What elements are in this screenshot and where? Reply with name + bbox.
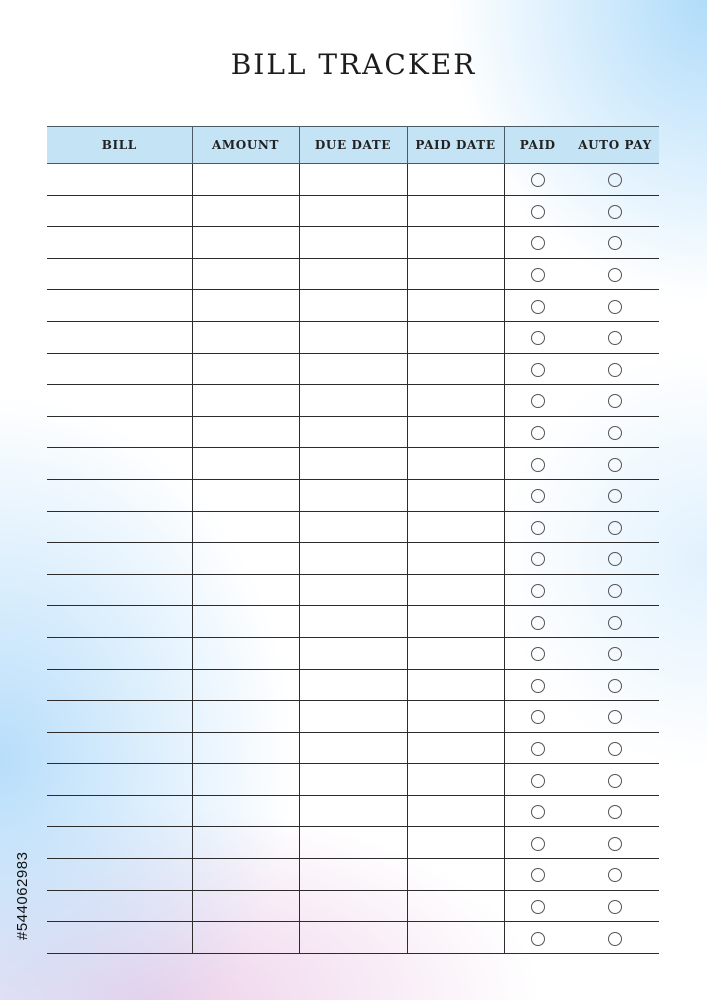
auto-pay-checkbox-cell (571, 416, 659, 448)
due-date-cell[interactable] (299, 574, 407, 606)
due-date-cell[interactable] (299, 701, 407, 733)
auto-pay-checkbox-cell (571, 701, 659, 733)
paid-checkbox-cell (504, 827, 571, 859)
due-date-cell[interactable] (299, 732, 407, 764)
bill-cell[interactable] (47, 448, 192, 480)
auto-pay-checkbox[interactable] (608, 426, 622, 440)
paid-checkbox-cell (504, 227, 571, 259)
bill-cell[interactable] (47, 922, 192, 954)
due-date-cell[interactable] (299, 385, 407, 417)
paid-checkbox[interactable] (531, 205, 545, 219)
auto-pay-checkbox-cell (571, 827, 659, 859)
paid-checkbox[interactable] (531, 900, 545, 914)
bill-cell[interactable] (47, 764, 192, 796)
auto-pay-checkbox[interactable] (608, 489, 622, 503)
auto-pay-checkbox[interactable] (608, 837, 622, 851)
auto-pay-checkbox[interactable] (608, 173, 622, 187)
auto-pay-checkbox-cell (571, 448, 659, 480)
auto-pay-checkbox[interactable] (608, 363, 622, 377)
amount-cell[interactable] (192, 701, 299, 733)
bill-cell[interactable] (47, 258, 192, 290)
bill-cell[interactable] (47, 732, 192, 764)
table-row (47, 606, 659, 638)
bill-cell[interactable] (47, 859, 192, 891)
column-header-amount: AMOUNT (192, 127, 299, 164)
amount-cell[interactable] (192, 859, 299, 891)
auto-pay-checkbox[interactable] (608, 805, 622, 819)
bill-cell[interactable] (47, 543, 192, 575)
bill-cell[interactable] (47, 321, 192, 353)
table-row (47, 890, 659, 922)
paid-checkbox[interactable] (531, 268, 545, 282)
table-row (47, 164, 659, 196)
auto-pay-checkbox-cell (571, 890, 659, 922)
amount-cell[interactable] (192, 385, 299, 417)
paid-checkbox-cell (504, 637, 571, 669)
bill-cell[interactable] (47, 701, 192, 733)
paid-date-cell[interactable] (407, 479, 504, 511)
amount-cell[interactable] (192, 195, 299, 227)
due-date-cell[interactable] (299, 448, 407, 480)
bill-cell[interactable] (47, 574, 192, 606)
due-date-cell[interactable] (299, 258, 407, 290)
auto-pay-checkbox[interactable] (608, 774, 622, 788)
paid-date-cell[interactable] (407, 859, 504, 891)
auto-pay-checkbox-cell (571, 543, 659, 575)
due-date-cell[interactable] (299, 164, 407, 196)
paid-date-cell[interactable] (407, 606, 504, 638)
paid-checkbox-cell (504, 258, 571, 290)
bill-cell[interactable] (47, 195, 192, 227)
paid-checkbox[interactable] (531, 647, 545, 661)
bill-cell[interactable] (47, 669, 192, 701)
auto-pay-checkbox-cell (571, 195, 659, 227)
paid-date-cell[interactable] (407, 890, 504, 922)
paid-checkbox-cell (504, 543, 571, 575)
page-title: BILL TRACKER (230, 48, 477, 81)
paid-checkbox[interactable] (531, 679, 545, 693)
amount-cell[interactable] (192, 511, 299, 543)
table-row (47, 385, 659, 417)
bill-cell[interactable] (47, 227, 192, 259)
amount-cell[interactable] (192, 669, 299, 701)
due-date-cell[interactable] (299, 827, 407, 859)
paid-checkbox-cell (504, 795, 571, 827)
paid-checkbox[interactable] (531, 932, 545, 946)
bill-cell[interactable] (47, 290, 192, 322)
table-row (47, 669, 659, 701)
paid-date-cell[interactable] (407, 574, 504, 606)
auto-pay-checkbox[interactable] (608, 331, 622, 345)
table-row (47, 922, 659, 954)
auto-pay-checkbox-cell (571, 353, 659, 385)
paid-date-cell[interactable] (407, 732, 504, 764)
auto-pay-checkbox[interactable] (608, 647, 622, 661)
table-row (47, 701, 659, 733)
paid-date-cell[interactable] (407, 637, 504, 669)
paid-checkbox-cell (504, 922, 571, 954)
due-date-cell[interactable] (299, 922, 407, 954)
paid-checkbox[interactable] (531, 521, 545, 535)
due-date-cell[interactable] (299, 637, 407, 669)
due-date-cell[interactable] (299, 890, 407, 922)
auto-pay-checkbox-cell (571, 859, 659, 891)
auto-pay-checkbox-cell (571, 606, 659, 638)
paid-date-cell[interactable] (407, 795, 504, 827)
table-row (47, 859, 659, 891)
table-row (47, 321, 659, 353)
auto-pay-checkbox-cell (571, 385, 659, 417)
paid-checkbox[interactable] (531, 331, 545, 345)
header-row (47, 127, 659, 164)
auto-pay-checkbox[interactable] (608, 584, 622, 598)
paid-checkbox[interactable] (531, 363, 545, 377)
amount-cell[interactable] (192, 764, 299, 796)
paid-checkbox[interactable] (531, 616, 545, 630)
paid-checkbox[interactable] (531, 837, 545, 851)
paid-date-cell[interactable] (407, 416, 504, 448)
table-body (47, 164, 659, 954)
auto-pay-checkbox[interactable] (608, 932, 622, 946)
bill-cell[interactable] (47, 353, 192, 385)
paid-date-cell[interactable] (407, 353, 504, 385)
bill-cell[interactable] (47, 890, 192, 922)
amount-cell[interactable] (192, 795, 299, 827)
auto-pay-checkbox[interactable] (608, 236, 622, 250)
table-row (47, 543, 659, 575)
amount-cell[interactable] (192, 258, 299, 290)
amount-cell[interactable] (192, 606, 299, 638)
paid-date-cell[interactable] (407, 669, 504, 701)
column-header-paid-date: PAID DATE (407, 127, 504, 164)
paid-date-cell[interactable] (407, 448, 504, 480)
auto-pay-checkbox[interactable] (608, 458, 622, 472)
paid-date-cell[interactable] (407, 258, 504, 290)
paid-date-cell[interactable] (407, 511, 504, 543)
paid-checkbox-cell (504, 859, 571, 891)
due-date-cell[interactable] (299, 859, 407, 891)
paid-checkbox[interactable] (531, 300, 545, 314)
bill-cell[interactable] (47, 416, 192, 448)
auto-pay-checkbox-cell (571, 669, 659, 701)
due-date-cell[interactable] (299, 606, 407, 638)
due-date-cell[interactable] (299, 764, 407, 796)
amount-cell[interactable] (192, 448, 299, 480)
paid-date-cell[interactable] (407, 543, 504, 575)
paid-date-cell[interactable] (407, 701, 504, 733)
auto-pay-checkbox-cell (571, 574, 659, 606)
paid-checkbox[interactable] (531, 742, 545, 756)
paid-checkbox-cell (504, 290, 571, 322)
paid-checkbox-cell (504, 606, 571, 638)
due-date-cell[interactable] (299, 321, 407, 353)
table-row (47, 416, 659, 448)
paid-checkbox-cell (504, 353, 571, 385)
amount-cell[interactable] (192, 227, 299, 259)
due-date-cell[interactable] (299, 543, 407, 575)
auto-pay-checkbox[interactable] (608, 710, 622, 724)
paid-date-cell[interactable] (407, 195, 504, 227)
paid-checkbox[interactable] (531, 805, 545, 819)
bill-cell[interactable] (47, 511, 192, 543)
auto-pay-checkbox[interactable] (608, 552, 622, 566)
table-row (47, 795, 659, 827)
bill-cell[interactable] (47, 827, 192, 859)
auto-pay-checkbox-cell (571, 795, 659, 827)
paid-checkbox[interactable] (531, 426, 545, 440)
paid-checkbox[interactable] (531, 173, 545, 187)
paid-checkbox-cell (504, 164, 571, 196)
paid-checkbox[interactable] (531, 710, 545, 724)
bill-cell[interactable] (47, 606, 192, 638)
auto-pay-checkbox[interactable] (608, 394, 622, 408)
paid-checkbox-cell (504, 732, 571, 764)
paid-checkbox-cell (504, 511, 571, 543)
paid-checkbox-cell (504, 574, 571, 606)
column-header-bill: BILL (47, 127, 192, 164)
table-row (47, 290, 659, 322)
paid-date-cell[interactable] (407, 827, 504, 859)
amount-cell[interactable] (192, 416, 299, 448)
column-header-auto-pay: AUTO PAY (571, 127, 659, 164)
paid-date-cell[interactable] (407, 922, 504, 954)
bill-cell[interactable] (47, 385, 192, 417)
amount-cell[interactable] (192, 732, 299, 764)
paid-checkbox-cell (504, 385, 571, 417)
auto-pay-checkbox-cell (571, 227, 659, 259)
table-row (47, 227, 659, 259)
table-row (47, 732, 659, 764)
paid-checkbox[interactable] (531, 584, 545, 598)
paid-checkbox[interactable] (531, 552, 545, 566)
paid-checkbox-cell (504, 416, 571, 448)
auto-pay-checkbox[interactable] (608, 679, 622, 693)
bill-cell[interactable] (47, 479, 192, 511)
table-row (47, 195, 659, 227)
amount-cell[interactable] (192, 321, 299, 353)
column-header-paid: PAID (504, 127, 571, 164)
paid-date-cell[interactable] (407, 764, 504, 796)
auto-pay-checkbox[interactable] (608, 868, 622, 882)
paid-checkbox-cell (504, 321, 571, 353)
auto-pay-checkbox[interactable] (608, 900, 622, 914)
bill-cell[interactable] (47, 164, 192, 196)
paid-checkbox[interactable] (531, 236, 545, 250)
amount-cell[interactable] (192, 890, 299, 922)
auto-pay-checkbox-cell (571, 511, 659, 543)
due-date-cell[interactable] (299, 669, 407, 701)
due-date-cell[interactable] (299, 290, 407, 322)
paid-checkbox-cell (504, 448, 571, 480)
paid-checkbox[interactable] (531, 489, 545, 503)
auto-pay-checkbox-cell (571, 637, 659, 669)
side-code-text: #544062983 (14, 851, 31, 940)
auto-pay-checkbox-cell (571, 290, 659, 322)
due-date-cell[interactable] (299, 795, 407, 827)
paid-checkbox[interactable] (531, 774, 545, 788)
auto-pay-checkbox[interactable] (608, 742, 622, 756)
auto-pay-checkbox-cell (571, 321, 659, 353)
paid-checkbox[interactable] (531, 458, 545, 472)
amount-cell[interactable] (192, 479, 299, 511)
table-row (47, 511, 659, 543)
auto-pay-checkbox[interactable] (608, 521, 622, 535)
amount-cell[interactable] (192, 290, 299, 322)
auto-pay-checkbox-cell (571, 922, 659, 954)
table-row (47, 764, 659, 796)
auto-pay-checkbox[interactable] (608, 616, 622, 630)
table-row (47, 479, 659, 511)
paid-checkbox[interactable] (531, 394, 545, 408)
amount-cell[interactable] (192, 574, 299, 606)
auto-pay-checkbox-cell (571, 732, 659, 764)
paid-checkbox-cell (504, 890, 571, 922)
paid-checkbox-cell (504, 701, 571, 733)
paid-checkbox-cell (504, 479, 571, 511)
table-row (47, 448, 659, 480)
table-row (47, 574, 659, 606)
auto-pay-checkbox[interactable] (608, 268, 622, 282)
paid-date-cell[interactable] (407, 164, 504, 196)
amount-cell[interactable] (192, 543, 299, 575)
amount-cell[interactable] (192, 164, 299, 196)
due-date-cell[interactable] (299, 195, 407, 227)
table-row (47, 637, 659, 669)
auto-pay-checkbox-cell (571, 258, 659, 290)
auto-pay-checkbox-cell (571, 164, 659, 196)
paid-checkbox[interactable] (531, 868, 545, 882)
amount-cell[interactable] (192, 827, 299, 859)
amount-cell[interactable] (192, 353, 299, 385)
auto-pay-checkbox-cell (571, 479, 659, 511)
bill-tracker-table (47, 126, 659, 954)
table-row (47, 258, 659, 290)
auto-pay-checkbox[interactable] (608, 205, 622, 219)
paid-checkbox-cell (504, 669, 571, 701)
due-date-cell[interactable] (299, 479, 407, 511)
due-date-cell[interactable] (299, 227, 407, 259)
auto-pay-checkbox[interactable] (608, 300, 622, 314)
amount-cell[interactable] (192, 922, 299, 954)
due-date-cell[interactable] (299, 511, 407, 543)
paid-date-cell[interactable] (407, 227, 504, 259)
due-date-cell[interactable] (299, 416, 407, 448)
due-date-cell[interactable] (299, 353, 407, 385)
column-header-due-date: DUE DATE (299, 127, 407, 164)
auto-pay-checkbox-cell (571, 764, 659, 796)
paid-checkbox-cell (504, 195, 571, 227)
paid-date-cell[interactable] (407, 321, 504, 353)
bill-cell[interactable] (47, 637, 192, 669)
table-row (47, 353, 659, 385)
paid-date-cell[interactable] (407, 385, 504, 417)
paid-checkbox-cell (504, 764, 571, 796)
amount-cell[interactable] (192, 637, 299, 669)
bill-cell[interactable] (47, 795, 192, 827)
paid-date-cell[interactable] (407, 290, 504, 322)
table-row (47, 827, 659, 859)
